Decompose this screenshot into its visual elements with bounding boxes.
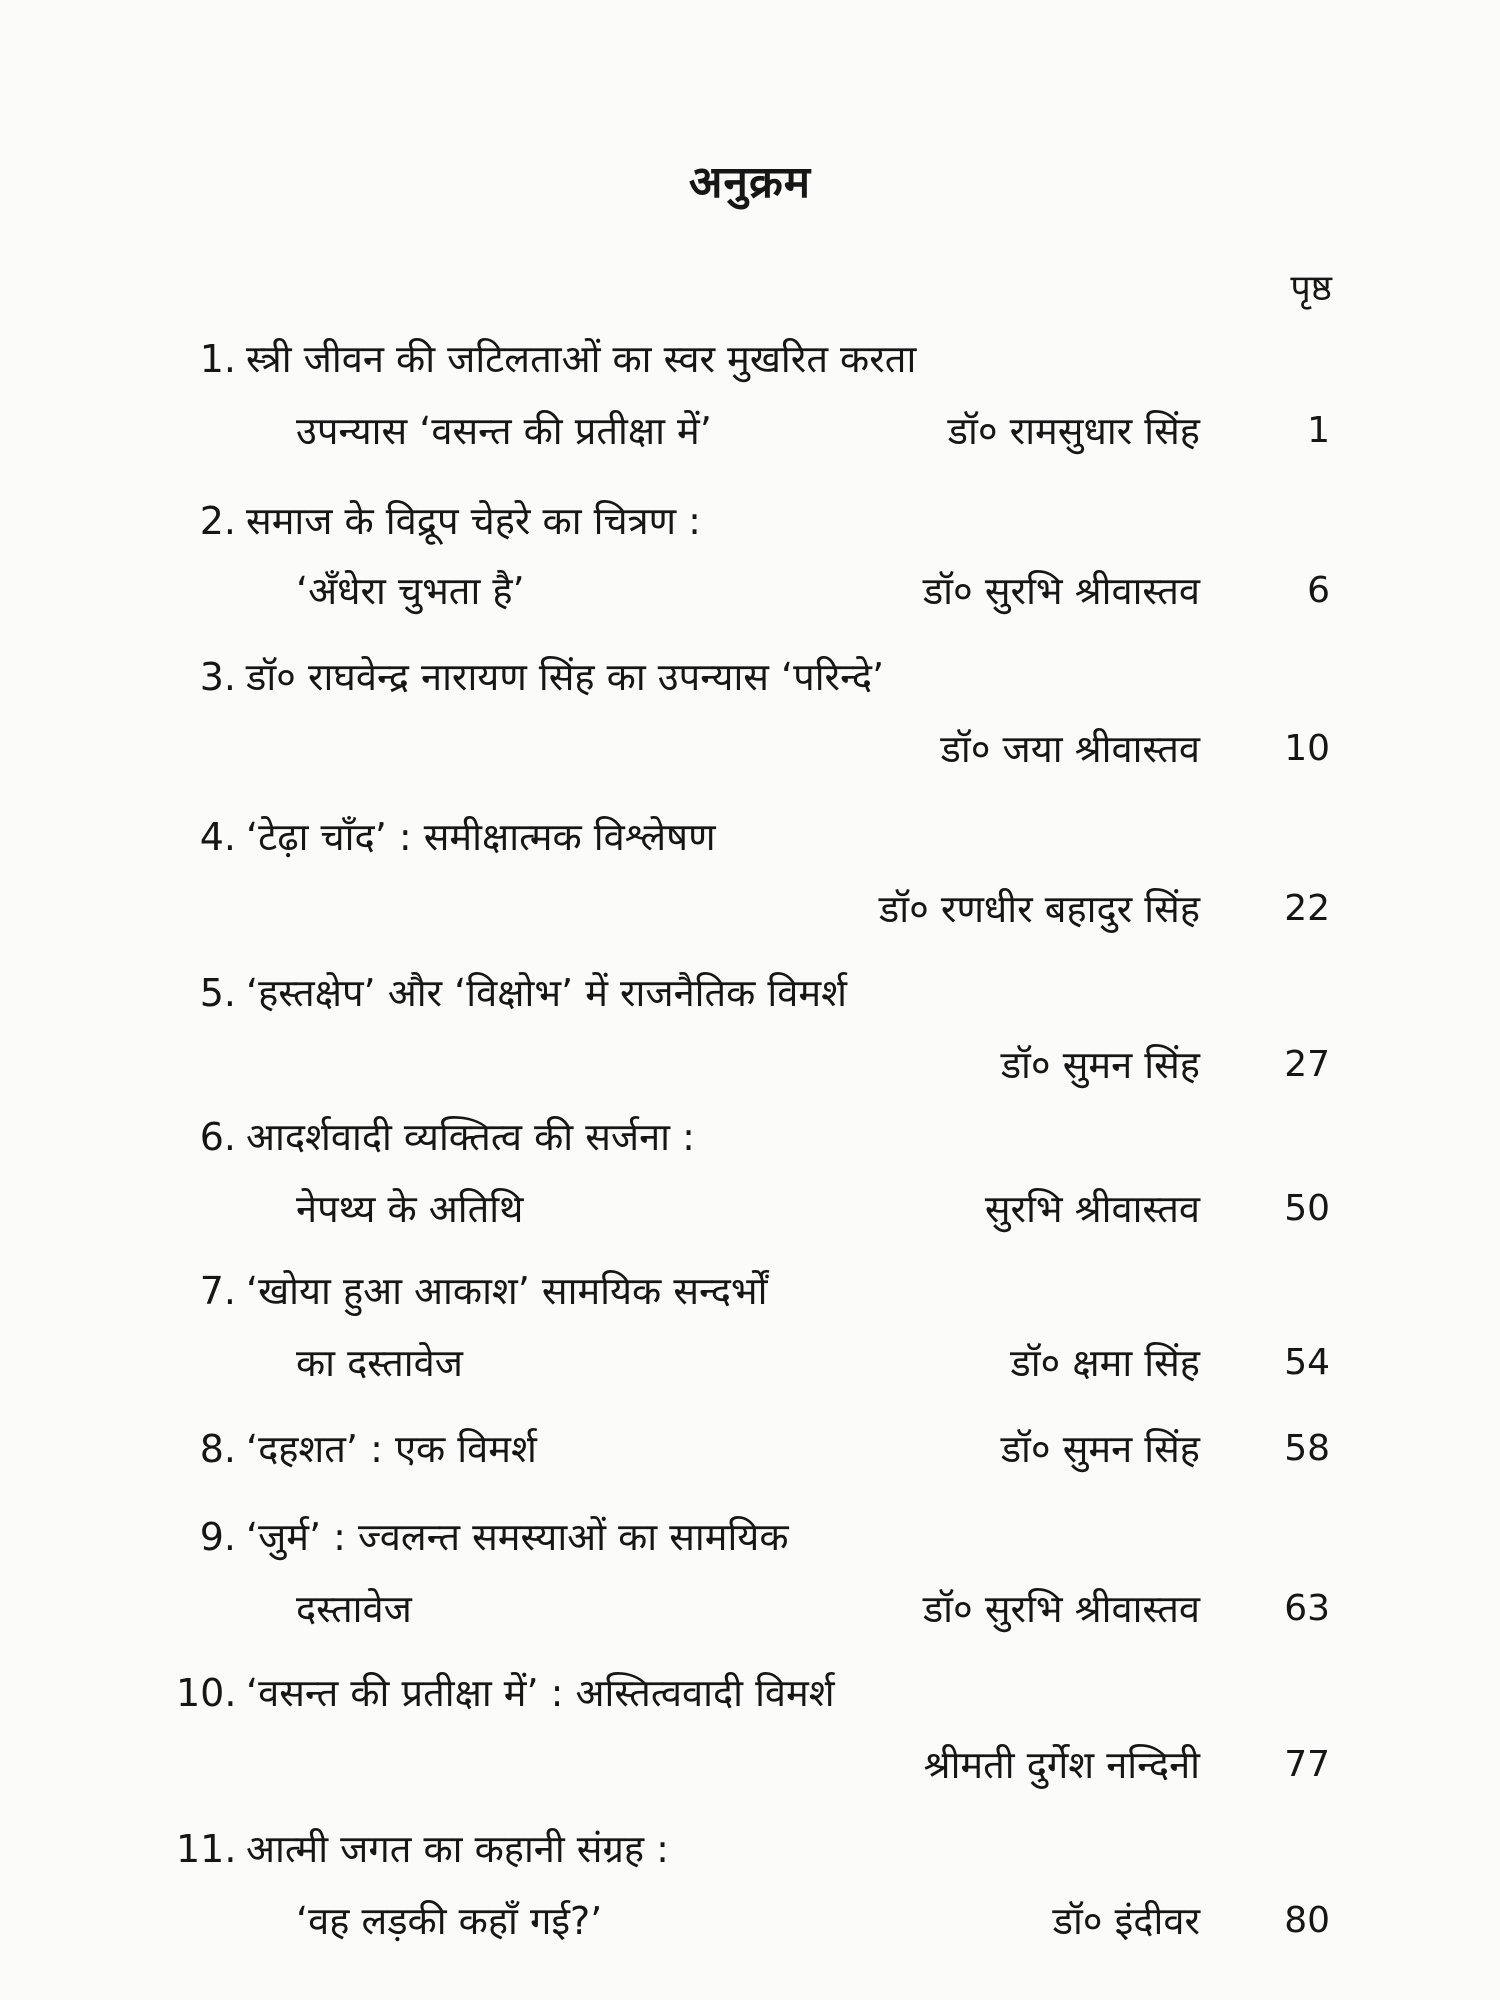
- entry-title-line2: का दस्तावेज: [296, 1341, 463, 1385]
- entry-number: 5.: [199, 971, 236, 1015]
- entry-page: 1: [1307, 410, 1330, 451]
- entry-title-line1: ‘हस्तक्षेप’ और ‘विक्षोभ’ में राजनैतिक विमर्श: [246, 971, 847, 1015]
- entry-page: 63: [1284, 1588, 1330, 1629]
- entry-author: डॉ० रणधीर बहादुर सिंह: [878, 887, 1200, 931]
- entry-title-line1: ‘जुर्म’ : ज्वलन्त समस्याओं का सामयिक: [246, 1515, 789, 1559]
- entry-page: 6: [1307, 570, 1330, 611]
- entry-number: 6.: [199, 1115, 236, 1159]
- entry-page: 50: [1284, 1188, 1330, 1229]
- entry-author: डॉ० क्षमा सिंह: [1010, 1341, 1200, 1385]
- entry-title-line2: दस्तावेज: [296, 1587, 412, 1631]
- entry-page: 77: [1284, 1744, 1330, 1785]
- entry-page: 58: [1284, 1428, 1330, 1469]
- page-column-label: पृष्ठ: [1290, 268, 1332, 309]
- entry-title-line2: ‘वह लड़की कहाँ गई?’: [296, 1899, 603, 1943]
- entry-title-line1: ‘वसन्त की प्रतीक्षा में’ : अस्तित्ववादी विमर्श: [246, 1671, 835, 1715]
- entry-title-line1: ‘खोया हुआ आकाश’ सामयिक सन्दर्भों: [246, 1269, 768, 1313]
- entry-number: 7.: [199, 1269, 236, 1313]
- entry-number: 8.: [199, 1427, 236, 1471]
- entry-number: 10.: [176, 1671, 237, 1715]
- entry-number: 9.: [199, 1515, 236, 1559]
- entry-author: डॉ० सुरभि श्रीवास्तव: [922, 1587, 1200, 1631]
- entry-number: 4.: [199, 815, 236, 859]
- entry-page: 54: [1284, 1342, 1330, 1383]
- entry-number: 11.: [176, 1827, 237, 1871]
- entry-title-line1: ‘टेढ़ा चाँद’ : समीक्षात्मक विश्लेषण: [246, 815, 716, 859]
- entry-title-line1: आत्मी जगत का कहानी संग्रह :: [246, 1827, 669, 1871]
- entry-title-line2: नेपथ्य के अतिथि: [296, 1187, 524, 1231]
- entry-number: 1.: [199, 337, 236, 381]
- entry-page: 22: [1284, 888, 1330, 929]
- entry-title-line1: ‘दहशत’ : एक विमर्श: [246, 1427, 537, 1471]
- entry-page: 27: [1284, 1044, 1330, 1085]
- entry-author: डॉ० सुरभि श्रीवास्तव: [922, 569, 1200, 613]
- page-title: अनुक्रम: [688, 157, 812, 208]
- entry-number: 2.: [199, 499, 236, 543]
- entry-author: डॉ० सुमन सिंह: [1000, 1427, 1200, 1471]
- entry-author: सुरभि श्रीवास्तव: [984, 1187, 1200, 1231]
- entry-author: डॉ० सुमन सिंह: [1000, 1043, 1200, 1087]
- entry-title-line2: ‘अँधेरा चुभता है’: [296, 569, 525, 613]
- entry-author: श्रीमती दुर्गेश नन्दिनी: [923, 1743, 1200, 1787]
- entry-title-line1: समाज के विद्रूप चेहरे का चित्रण :: [246, 499, 701, 543]
- entry-author: डॉ० रामसुधार सिंह: [947, 409, 1200, 453]
- entry-page: 80: [1284, 1900, 1330, 1941]
- entry-number: 3.: [199, 655, 236, 699]
- entry-title-line2: उपन्यास ‘वसन्त की प्रतीक्षा में’: [296, 409, 712, 453]
- entry-author: डॉ० जया श्रीवास्तव: [940, 727, 1200, 771]
- entry-title-line1: स्त्री जीवन की जटिलताओं का स्वर मुखरित करता: [246, 337, 917, 381]
- entry-author: डॉ० इंदीवर: [1052, 1899, 1200, 1943]
- entry-title-line1: डॉ० राघवेन्द्र नारायण सिंह का उपन्यास ‘परिन्दे’: [246, 655, 885, 699]
- entry-page: 10: [1284, 728, 1330, 769]
- entry-title-line1: आदर्शवादी व्यक्तित्व की सर्जना :: [246, 1115, 695, 1159]
